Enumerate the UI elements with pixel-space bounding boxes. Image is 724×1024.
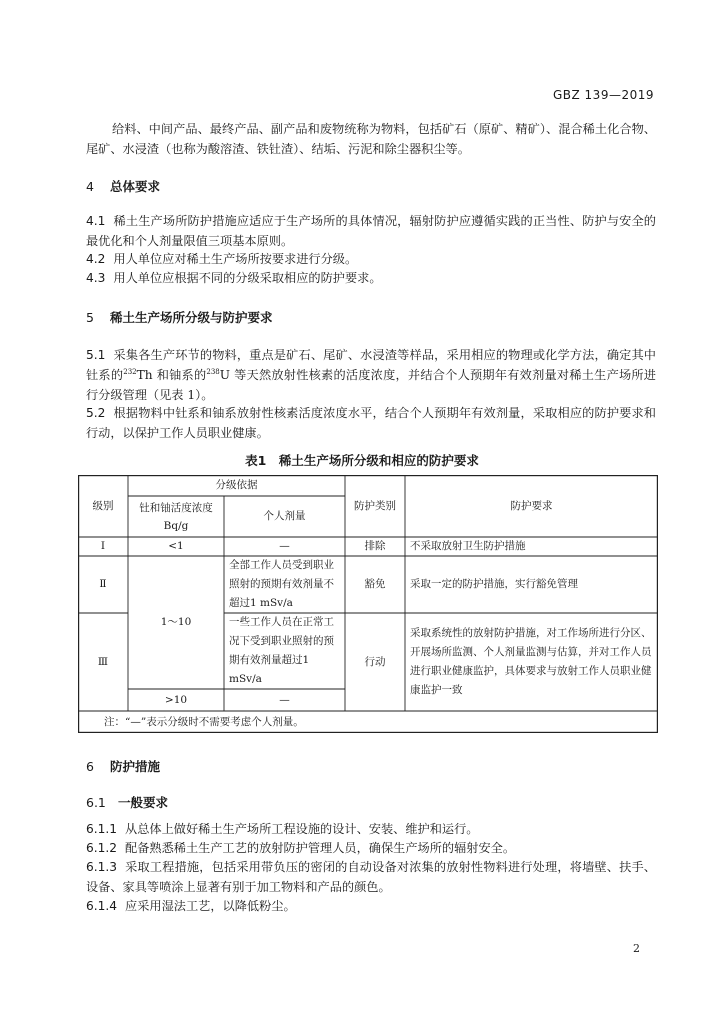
clause-5-1 <box>86 345 656 405</box>
section-title: 稀土生产场所分级与防护要求 <box>110 310 273 325</box>
section-number: 4 <box>86 179 94 194</box>
clause-6-1-4 <box>86 896 656 916</box>
row2-dose: 全部工作人员受到职业照射的预期有效剂量不超过1 mSv/a <box>229 559 334 609</box>
row1-level: Ⅰ <box>100 540 106 552</box>
clause-number: 6.1.1 <box>86 822 118 836</box>
section-number: 6.1 <box>86 795 106 810</box>
section-number: 6 <box>86 759 94 774</box>
clause-text-b: Th 和铀系的 <box>136 368 207 382</box>
clause-text: 采取工程措施，包括采用带负压的密闭的自动设备对浓集的放射性物料进行处理，将墙壁、扶手、设备、家具等喷涂上显著有别于加工物料和产品的颜色。 <box>86 860 656 894</box>
row1-dose: — <box>279 540 290 552</box>
clause-number: 4.1 <box>86 214 106 228</box>
section-6-1-heading <box>86 793 168 811</box>
row3-category: 行动 <box>364 655 386 668</box>
row4-dose: — <box>279 693 290 706</box>
clause-6-1-3 <box>86 857 656 897</box>
row2-category: 豁免 <box>364 578 386 590</box>
standard-code: GBZ 139—2019 <box>552 88 654 102</box>
row2-level: Ⅱ <box>99 578 107 590</box>
page-number: 2 <box>633 942 640 955</box>
row1-concentration: <1 <box>168 540 184 552</box>
clause-text: 配备熟悉稀土生产工艺的放射防护管理人员，确保生产场所的辐射安全。 <box>125 841 516 855</box>
section-title: 防护措施 <box>110 759 161 774</box>
clause-4-3 <box>86 268 656 288</box>
section-4-heading <box>86 177 160 195</box>
section-6-heading <box>86 757 160 775</box>
clause-text-a: 采集各生产环节的物料，重点是矿石、尾矿、水浸渣等样品，采用相应的物理或化学方法，确定其中钍系的 <box>86 348 656 382</box>
clause-number: 5.2 <box>86 406 106 420</box>
row2-requirement: 采取一定的防护措施，实行豁免管理 <box>410 578 578 590</box>
clause-number: 4.2 <box>86 252 106 266</box>
header-level: 级别 <box>92 499 114 512</box>
row1-category: 排除 <box>364 540 386 552</box>
clause-text: 应采用湿法工艺，以降低粉尘。 <box>125 899 296 913</box>
table-title: 表1 稀土生产场所分级和相应的防护要求 <box>245 453 479 468</box>
clause-text: 稀土生产场所防护措施应适应于生产场所的具体情况，辐射防护应遵循实践的正当性、防护与安全的最优化和个人剂量限值三项基本原则。 <box>86 214 656 248</box>
row3-level: Ⅲ <box>97 655 109 668</box>
clause-4-1 <box>86 211 656 251</box>
row3-dose: 一些工作人员在正常工况下受到职业照射的预期有效剂量超过1 mSv/a <box>229 616 334 685</box>
clause-text: 从总体上做好稀土生产场所工程设施的设计、安装、维护和运行。 <box>125 822 479 836</box>
header-basis: 分级依据 <box>215 479 258 491</box>
clause-5-2 <box>86 403 656 443</box>
clause-4-2 <box>86 249 656 269</box>
clause-6-1-2 <box>86 838 656 858</box>
clause-text: 根据物料中钍系和铀系放射性核素活度浓度水平，结合个人预期年有效剂量，采取相应的防护要求和行动，以保护工作人员职业健康。 <box>86 406 656 440</box>
clause-text: 用人单位应对稀土生产场所按要求进行分级。 <box>113 252 358 266</box>
header-personal-dose: 个人剂量 <box>263 510 306 522</box>
header-concentration: 钍和铀活度浓度 Bq/g <box>139 501 213 532</box>
clause-text-c: U 等天然放射性核素的活度浓度，并结合个人预期年有效剂量对稀土生产场所进行分级管理（见表 1）。 <box>86 368 656 402</box>
section-number: 5 <box>86 310 94 325</box>
clause-number: 4.3 <box>86 271 106 285</box>
clause-number: 5.1 <box>86 348 106 362</box>
header-protection-requirement: 防护要求 <box>510 499 553 512</box>
paragraph-materials: 给料、中间产品、最终产品、副产品和废物统称为物料，包括矿石（原矿、精矿）、混合稀土化合物、尾矿、水浸渣（也称为酸溶渣、铁钍渣）、结垢、污泥和除尘器积尘等。 <box>86 122 656 156</box>
row1-requirement: 不采取放射卫生防护措施 <box>410 540 526 552</box>
header-protection-category: 防护类别 <box>354 499 396 512</box>
section-5-heading <box>86 308 273 326</box>
clause-number: 6.1.2 <box>86 841 118 855</box>
row3-requirement: 采取系统性的放射防护措施，对工作场所进行分区、开展场所监测、个人剂量监测与估算，并对工作人员进行职业健康监护，具体要求与放射工作人员职业健康监护一致 <box>410 627 652 696</box>
superscript-th: 232 <box>123 367 137 376</box>
superscript-u: 238 <box>206 367 220 376</box>
concentration-range-mid: 1～10 <box>160 616 192 628</box>
section-title: 总体要求 <box>110 179 161 194</box>
section-title: 一般要求 <box>118 795 169 810</box>
clause-number: 6.1.4 <box>86 899 118 913</box>
clause-text: 用人单位应根据不同的分级采取相应的防护要求。 <box>113 271 382 285</box>
row4-concentration: >10 <box>164 693 188 706</box>
clause-number: 6.1.3 <box>86 860 118 874</box>
clause-6-1-1 <box>86 819 656 839</box>
classification-table <box>78 475 658 733</box>
table-note: 注：“—”表示分级时不需要考虑个人剂量。 <box>104 715 304 728</box>
